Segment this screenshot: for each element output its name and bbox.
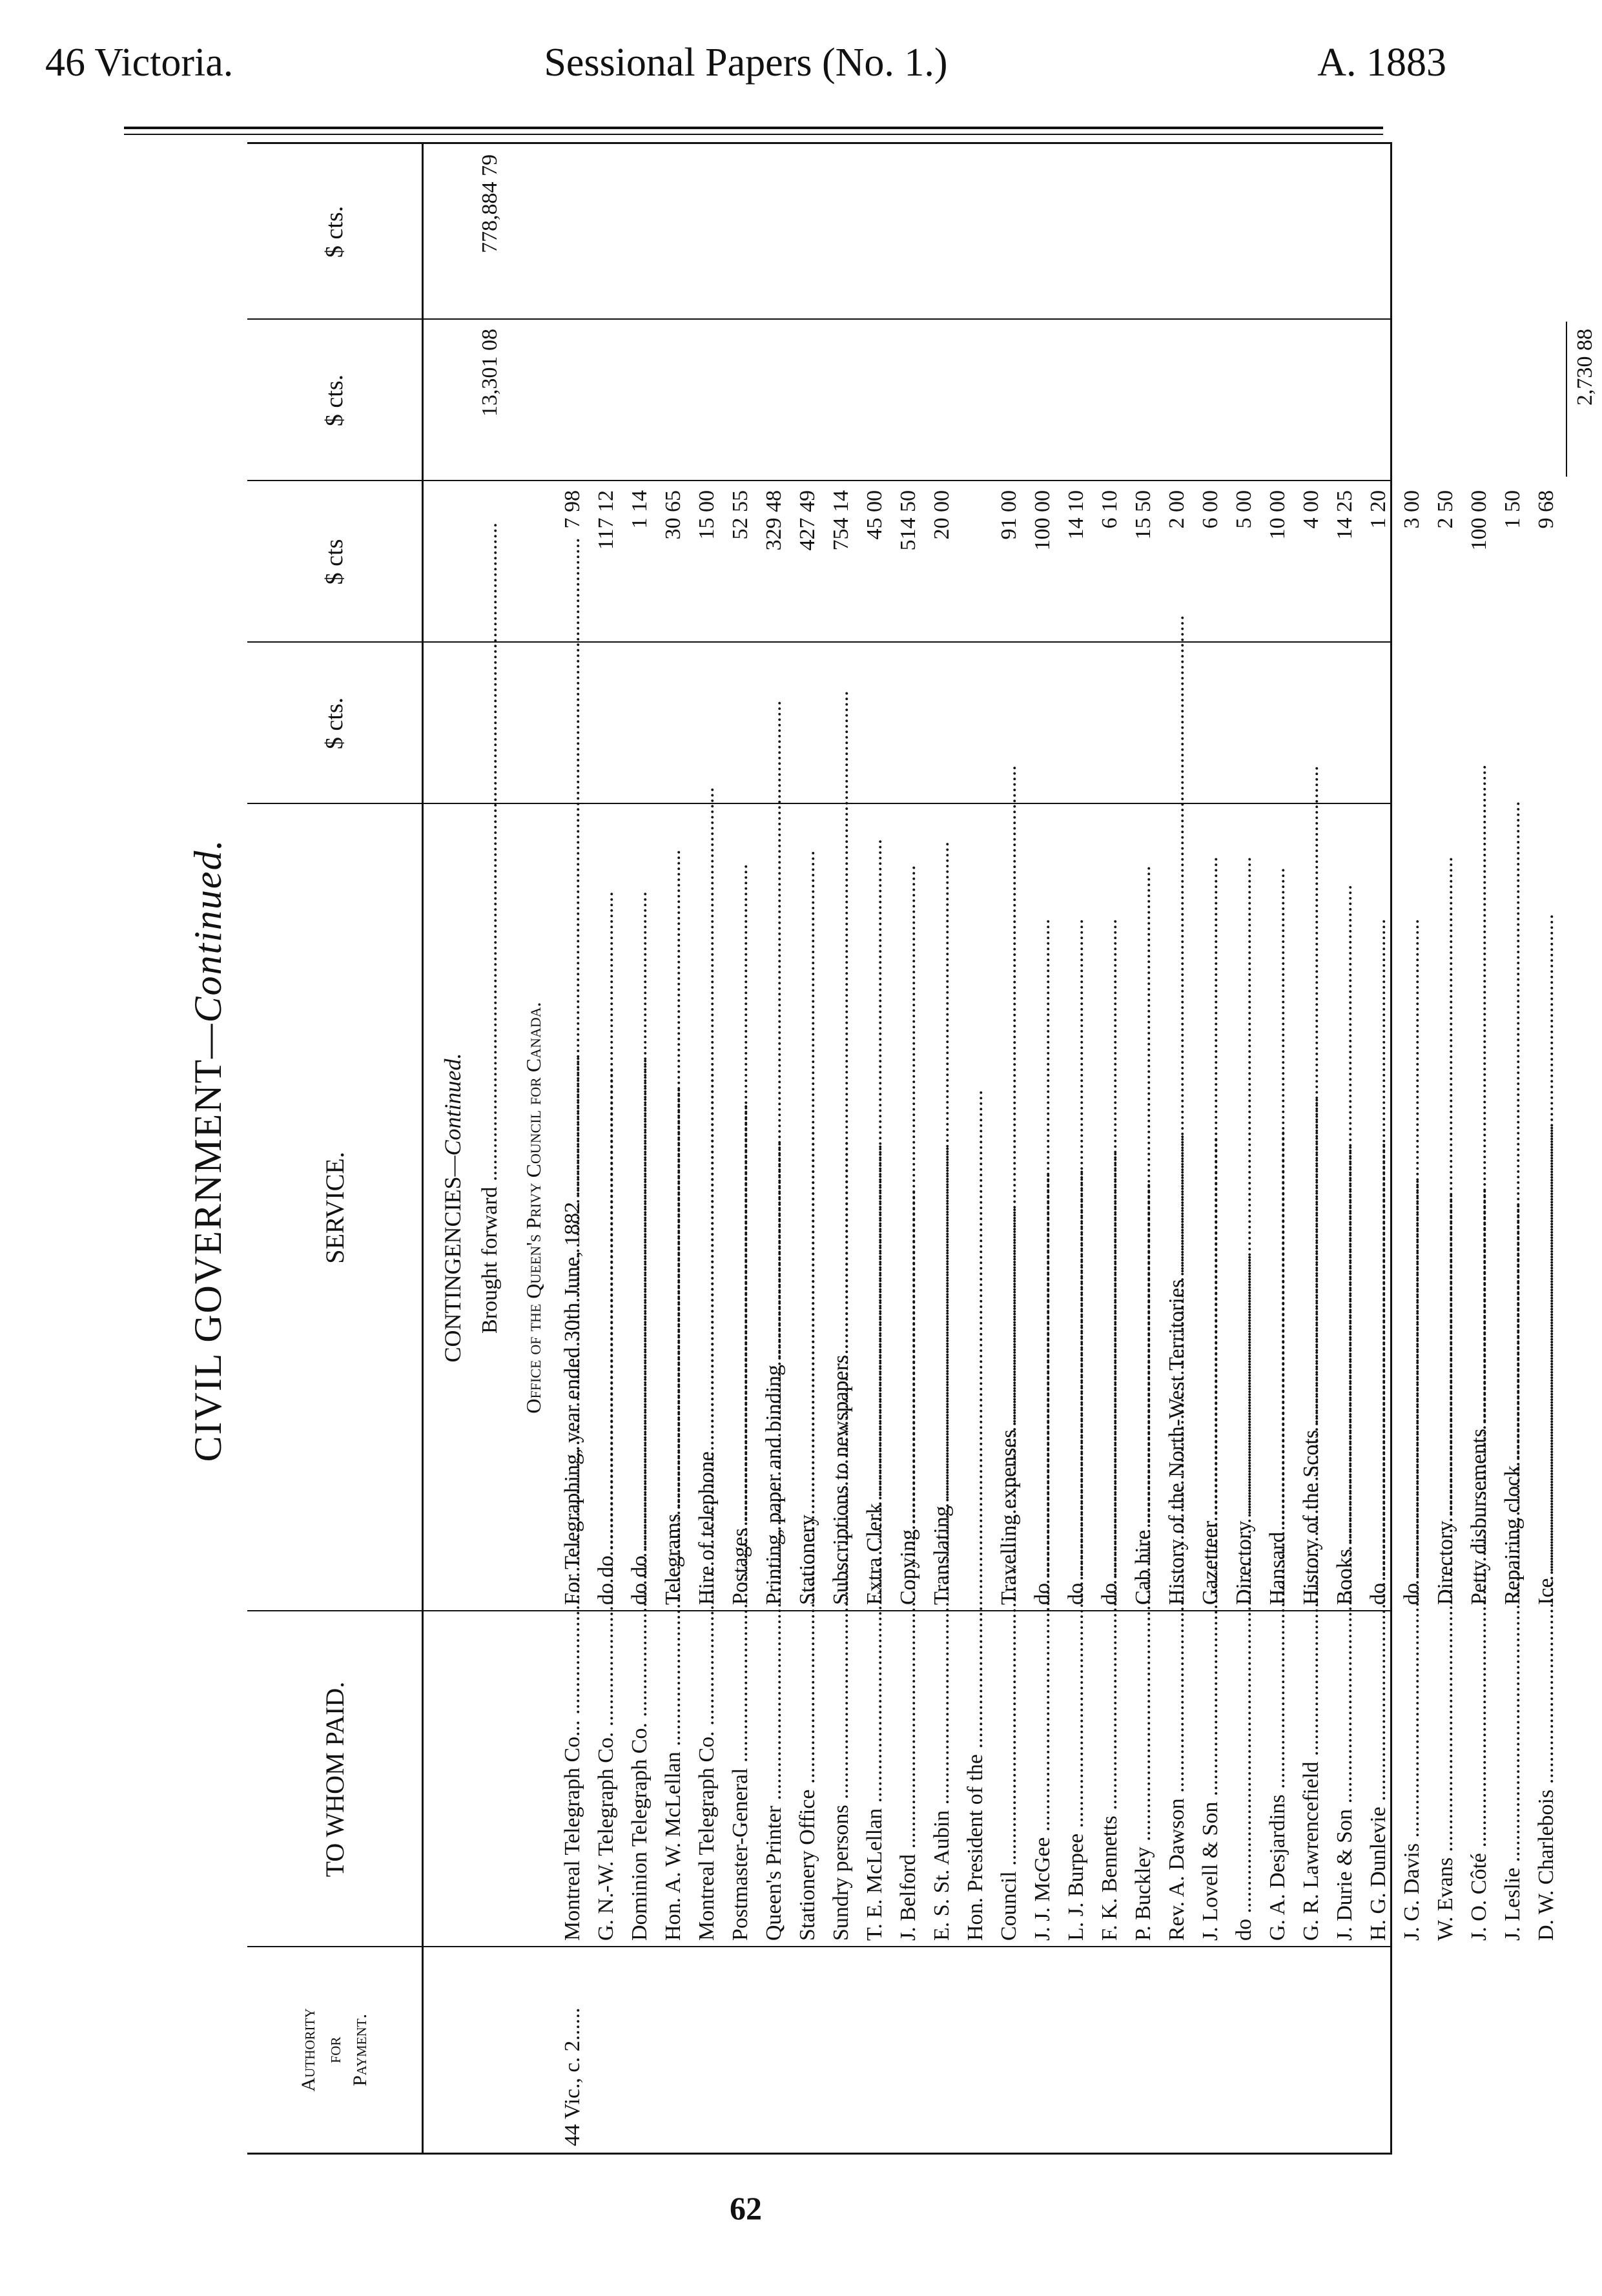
amount-cell: 10 00	[1266, 490, 1289, 540]
payee-cell-text: G. R. Lawrencefield .....	[1299, 1097, 1323, 1941]
amount-cell: 3 00	[1400, 490, 1424, 529]
total-row	[1568, 144, 1602, 2153]
section-heading	[435, 811, 471, 1605]
table-row	[1026, 144, 1060, 2153]
amount-cell: 514 50	[896, 490, 920, 551]
table-row	[1496, 144, 1530, 2153]
payee-cell	[690, 1618, 724, 1941]
table-row	[556, 144, 590, 2153]
service-cell	[825, 811, 858, 1605]
payee-cell	[623, 1618, 657, 1941]
payee-cell	[1127, 1618, 1160, 1941]
amount-cell: 6 00	[1198, 490, 1222, 529]
table-row	[1227, 144, 1261, 2153]
service-cell	[892, 811, 925, 1605]
amount-cell: 30 65	[661, 490, 685, 540]
payee-cell	[1060, 1618, 1093, 1941]
payee-cell	[925, 1618, 959, 1941]
payee-cell	[590, 1618, 623, 1941]
payee-cell-text: Queen's Printer .....	[762, 1141, 786, 1941]
table-row	[590, 144, 623, 2153]
service-cell	[1026, 811, 1060, 1605]
payee-cell	[825, 1618, 858, 1941]
amount-cell: 1 14	[628, 490, 652, 529]
payee-cell-text: Hon. President of the .....	[963, 1090, 987, 1941]
brought-forward-m4: 778,884 79	[478, 154, 502, 253]
header-divider	[422, 144, 424, 2153]
service-cell-text: History of the North-West Territories .....	[1165, 615, 1189, 1605]
service-cell-text: do .....	[1031, 919, 1054, 1606]
header-rule	[124, 127, 1383, 129]
payee-cell	[1395, 1618, 1429, 1941]
payee-cell	[1227, 1618, 1261, 1941]
service-cell	[1160, 811, 1194, 1605]
service-cell-text: Hansard .....	[1266, 867, 1289, 1605]
table-row	[925, 144, 959, 2153]
table-row	[757, 144, 791, 2153]
amount-cell: 2 50	[1433, 490, 1457, 529]
service-cell-text: do do .....	[594, 891, 618, 1605]
service-cell-text: Subscriptions to newspapers .....	[829, 690, 853, 1605]
table-row	[1160, 144, 1194, 2153]
payee-cell	[724, 1618, 757, 1941]
service-cell-text: Printing, paper and binding .....	[762, 700, 786, 1605]
service-cell-text: Petty disbursements .....	[1467, 765, 1491, 1605]
payee-cell-text: G. N.-W. Telegraph Co. .....	[594, 1068, 618, 1941]
payee-cell-text: J. Leslie .....	[1501, 1203, 1525, 1941]
amount-cell: 91 00	[997, 490, 1021, 540]
amount-cell: 45 00	[863, 490, 887, 540]
table-row	[690, 144, 724, 2153]
payee-cell-text: J. G. Davis .....	[1400, 1179, 1424, 1941]
service-cell	[1530, 811, 1563, 1605]
brought-forward-label: Brought forward .....	[478, 522, 502, 1334]
payee-cell	[556, 1618, 590, 1941]
payee-cell	[1160, 1618, 1194, 1941]
col-header-authority	[247, 1947, 422, 2153]
amount-cell: 100 00	[1031, 490, 1054, 551]
service-cell-text: Stationery .....	[796, 851, 819, 1605]
table-row	[1395, 144, 1429, 2153]
payee-cell-text: Council .....	[997, 1207, 1021, 1941]
payee-cell-text: H. G. Dunlevie .....	[1366, 1143, 1390, 1941]
payee-cell-text: Sundry persons .....	[829, 1141, 853, 1941]
table-row	[892, 144, 925, 2153]
table-row	[1060, 144, 1093, 2153]
payee-cell	[858, 1618, 892, 1941]
service-cell	[556, 811, 590, 1605]
amount-cell: 14 25	[1333, 490, 1357, 540]
payee-cell-text: W. Evans .....	[1433, 1193, 1457, 1941]
table-row	[1194, 144, 1227, 2153]
amount-cell: 7 98	[560, 490, 584, 529]
table-row	[1261, 144, 1295, 2153]
payee-cell	[1530, 1618, 1563, 1941]
service-cell	[1328, 811, 1362, 1605]
service-cell	[1261, 811, 1295, 1605]
service-cell	[791, 811, 825, 1605]
table-row	[825, 144, 858, 2153]
title-main: CIVIL GOVERNMENT	[187, 1058, 229, 1462]
service-cell	[1463, 811, 1496, 1605]
service-cell	[590, 811, 623, 1605]
service-cell-text: do .....	[1064, 919, 1088, 1606]
service-cell	[657, 811, 690, 1605]
service-cell-text: Copying .....	[896, 865, 920, 1605]
payee-cell-text: J. Durie & Son .....	[1333, 1145, 1357, 1941]
payee-cell	[1463, 1618, 1496, 1941]
amount-cell: 427 49	[796, 490, 819, 551]
page-title	[186, 146, 238, 2155]
payee-cell-text: G. A. Desjardins .....	[1266, 1130, 1289, 1941]
payee-cell	[791, 1618, 825, 1941]
table-row	[1530, 144, 1563, 2153]
payee-cell-text: J. Belford .....	[896, 1190, 920, 1941]
table-row	[858, 144, 892, 2153]
payee-cell-text: T. E. McLellan .....	[863, 1144, 887, 1941]
service-cell	[1127, 811, 1160, 1605]
payee-cell	[1496, 1618, 1530, 1941]
total-m3: 2,730 88	[1573, 329, 1597, 406]
payee-cell	[892, 1618, 925, 1941]
service-cell-text: Directory .....	[1433, 856, 1457, 1605]
col-header-service: SERVICE.	[320, 1152, 349, 1264]
service-cell-text: History of the Scots .....	[1299, 765, 1323, 1605]
table-row	[1295, 144, 1328, 2153]
service-cell-text: do .....	[1098, 919, 1122, 1606]
payee-cell-text: F. K. Bennetts .....	[1098, 1152, 1122, 1941]
brought-forward-m3: 13,301 08	[478, 329, 502, 417]
header-rule-thin	[124, 134, 1383, 135]
amount-cell: 100 00	[1467, 490, 1491, 551]
service-cell-text: do do .....	[628, 891, 652, 1605]
col-header-money-3: $ cts.	[321, 374, 348, 427]
service-cell	[1362, 811, 1395, 1605]
title-continued: —Continued.	[187, 838, 229, 1059]
service-cell-text: Extra Clerk .....	[863, 839, 887, 1605]
page-number: 62	[730, 2190, 762, 2226]
payee-cell	[1194, 1618, 1227, 1941]
amount-cell: 6 10	[1098, 490, 1122, 529]
amount-cell: 9 68	[1534, 490, 1558, 529]
amount-cell: 1 50	[1501, 490, 1525, 529]
total-rule	[1566, 322, 1567, 477]
table-row	[1328, 144, 1362, 2153]
payee-cell-text: Montreal Telegraph Co... .....	[560, 1056, 584, 1941]
service-cell-text: Gazetteer .....	[1198, 856, 1222, 1605]
service-cell	[1496, 811, 1530, 1605]
accounts-table	[247, 142, 1597, 2155]
header-center: Sessional Papers (No. 1.)	[544, 41, 948, 85]
payee-cell	[1093, 1618, 1127, 1941]
service-cell	[1295, 811, 1328, 1605]
payee-cell-text: E. S. St. Aubin .....	[930, 1146, 954, 1941]
service-cell	[724, 811, 757, 1605]
payee-cell-text: L. J. Burpee .....	[1064, 1169, 1088, 1941]
service-cell	[992, 811, 1026, 1605]
table-row	[992, 144, 1026, 2153]
payee-cell	[1429, 1618, 1463, 1941]
service-cell-text: Directory .....	[1232, 856, 1256, 1605]
service-cell	[1060, 811, 1093, 1605]
col-header-payee: TO WHOM PAID.	[320, 1681, 349, 1877]
payee-cell	[959, 1618, 992, 1941]
service-cell-text: Books .....	[1333, 885, 1357, 1605]
payee-cell-text: Hon. A. W. McLellan .....	[661, 1088, 685, 1941]
service-cell-text: Translating .....	[930, 842, 954, 1605]
service-cell	[623, 811, 657, 1605]
table-row	[791, 144, 825, 2153]
payee-cell-text: P. Buckley .....	[1131, 1183, 1155, 1941]
payee-cell-text: Postmaster-General .....	[728, 1104, 752, 1941]
amount-cell: 4 00	[1299, 490, 1323, 529]
payee-cell-text: Rev. A. Dawson .....	[1165, 1134, 1189, 1941]
col-header-authority-line: Authority	[298, 2008, 319, 2092]
section-heading-continued: —Continued.	[440, 1053, 466, 1177]
col-header-authority-line: for	[323, 2036, 345, 2063]
brought-forward-row	[473, 144, 507, 2153]
service-cell	[1429, 811, 1463, 1605]
payee-cell-text: Stationery Office .....	[796, 1125, 819, 1941]
office-heading: Office of the Queen's Privy Council for Canada.	[522, 1002, 545, 1414]
amount-cell: 5 00	[1232, 490, 1256, 529]
table-row	[1429, 144, 1463, 2153]
payee-cell	[1328, 1618, 1362, 1941]
service-cell	[1093, 811, 1127, 1605]
service-cell	[757, 811, 791, 1605]
service-cell	[1395, 811, 1429, 1605]
service-cell-text: For Telegraphing, year ended 30th June, 1882 .....	[560, 538, 584, 1605]
amount-cell: 15 50	[1131, 490, 1155, 540]
service-cell	[1227, 811, 1261, 1605]
payee-cell	[657, 1618, 690, 1941]
payee-cell-text: Montreal Telegraph Co. .....	[695, 1067, 719, 1941]
service-cell	[925, 811, 959, 1605]
table-row	[1362, 144, 1395, 2153]
service-cell-text: Cab hire .....	[1131, 865, 1155, 1605]
table-row	[1127, 144, 1160, 2153]
payee-cell	[992, 1618, 1026, 1941]
table-row	[1463, 144, 1496, 2153]
service-cell-text: Ice .....	[1534, 914, 1558, 1605]
col-header-authority-line: Payment.	[349, 2013, 371, 2087]
service-cell-text: do .....	[1366, 919, 1390, 1606]
service-cell-text: Postages .....	[728, 864, 752, 1606]
amount-cell: 117 12	[594, 490, 618, 550]
amount-cell: 2 00	[1165, 490, 1189, 529]
payee-cell-text: D. W. Charlebois .....	[1534, 1125, 1558, 1941]
service-cell	[858, 811, 892, 1605]
payee-cell	[1295, 1618, 1328, 1941]
amount-cell: 52 55	[728, 490, 752, 540]
header-left: 46 Victoria.	[45, 41, 234, 85]
service-cell-text: Travelling expenses .....	[997, 765, 1021, 1605]
payee-cell-text: J. J. McGee .....	[1031, 1173, 1054, 1941]
payee-cell-text: J. Lovell & Son .....	[1198, 1137, 1222, 1941]
amount-cell: 15 00	[695, 490, 719, 540]
amount-cell: 14 10	[1064, 490, 1088, 540]
rotated-table-page	[186, 146, 1597, 2155]
payee-cell-text: J. O. Côté .....	[1467, 1189, 1491, 1941]
table-row	[1093, 144, 1127, 2153]
payee-cell-text: Dominion Telegraph Co. .....	[628, 1059, 652, 1941]
payee-cell	[1261, 1618, 1295, 1941]
amount-cell: 329 48	[762, 490, 786, 551]
table-row	[657, 144, 690, 2153]
service-cell-text: Repairing clock .....	[1501, 801, 1525, 1605]
table-row	[724, 144, 757, 2153]
service-cell-text: do .....	[1400, 919, 1424, 1606]
payee-cell-text: do .....	[1232, 1255, 1256, 1941]
table-row	[959, 144, 992, 2153]
service-cell-text: Hire of telephone .....	[695, 787, 719, 1605]
col-header-money-1: $ cts.	[321, 697, 348, 750]
amount-cell: 1 20	[1366, 490, 1390, 529]
header-right: A. 1883	[1317, 41, 1446, 85]
payee-cell	[1026, 1618, 1060, 1941]
service-cell	[690, 811, 724, 1605]
authority-cell: 44 Vic., c. 2......	[560, 2007, 584, 2146]
amount-cell: 754 14	[829, 490, 853, 551]
table-row	[623, 144, 657, 2153]
section-heading-text: CONTINGENCIES	[440, 1176, 466, 1363]
col-header-money-2: $ cts	[321, 539, 348, 585]
service-cell	[1194, 811, 1227, 1605]
payee-cell	[1362, 1618, 1395, 1941]
service-cell-text: Telegrams .....	[661, 849, 685, 1605]
payee-cell	[757, 1618, 791, 1941]
col-header-money-4: $ cts.	[321, 205, 348, 258]
amount-cell: 20 00	[930, 490, 954, 540]
